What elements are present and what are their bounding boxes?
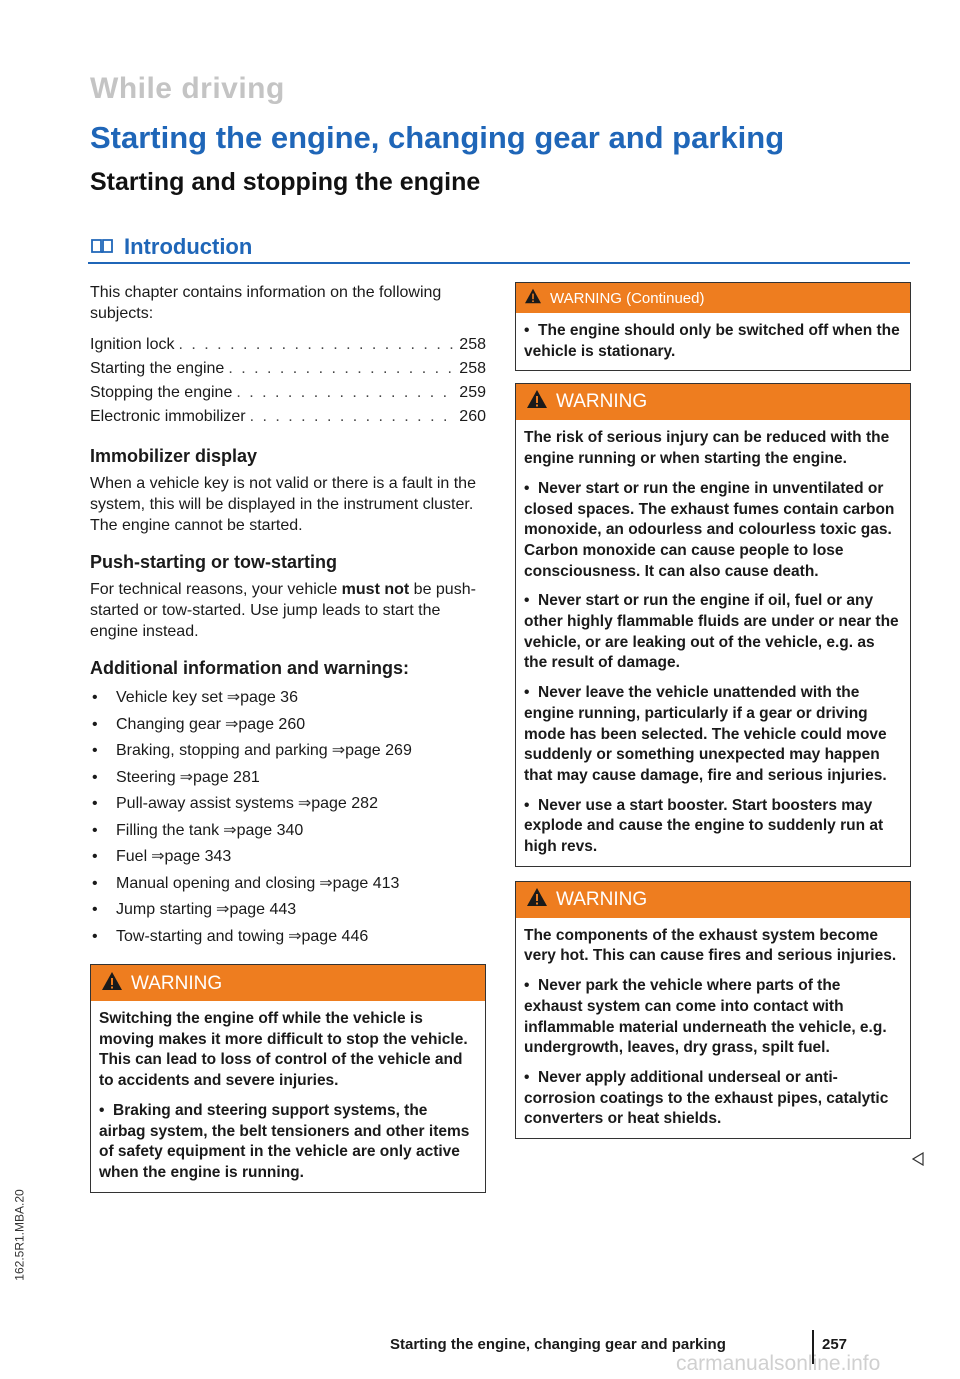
warning-text: The components of the exhaust system become very hot. This can cause fires and serious injuries. [524, 926, 897, 965]
warning-bullet-text: Never leave the vehicle unattended with the engine running, particularly if a gear or driving mode has been selected. The vehicle could move suddenly or something unexpected may happen that may cause damage, fire and serious injuries. [524, 684, 887, 784]
toc-label: Electronic immobilizer [90, 408, 246, 425]
warning-triangle-icon [524, 288, 542, 308]
item-ref: page 413 [332, 874, 400, 892]
warning-bullet-text: Never apply additional underseal or anti-corrosion coatings to the exhaust pipes, catalytic converters or heat shields. [524, 1068, 889, 1128]
item-ref: page 36 [240, 689, 298, 706]
toc-row[interactable] [90, 358, 486, 382]
warning-bullet: • Never start or run the engine in unventilated or closed spaces. The exhaust fumes contain carbon monoxide, an odourless and colourless toxic gas. Carbon monoxide can cause people to lose consciousness. It can also cause death. [524, 479, 895, 580]
item-ref: page 443 [229, 901, 297, 918]
warning-triangle-icon [526, 887, 548, 913]
warning-title: WARNING [556, 391, 648, 413]
list-item[interactable] [90, 767, 486, 794]
warning-body [516, 420, 910, 865]
arrow-right-icon: ⇒ [223, 821, 237, 839]
book-icon [90, 234, 114, 260]
list-item[interactable] [90, 899, 486, 926]
immobilizer-text: When a vehicle key is not valid or there is a fault in the system, this will be displayed in the instrument cluster. The engine cannot be started. [90, 475, 476, 534]
item-label: Filling the tank [116, 821, 220, 839]
pushstart-heading: Push-starting or tow-starting [90, 552, 337, 572]
toc-dots [179, 334, 456, 355]
arrow-right-icon: ⇒ [224, 715, 239, 733]
toc-dots [236, 382, 455, 403]
toc-row[interactable] [90, 334, 486, 358]
item-ref: page 269 [345, 742, 412, 759]
item-ref: page 260 [238, 715, 306, 733]
left-column [90, 282, 486, 1193]
intro-heading [90, 234, 252, 260]
list-item[interactable] [90, 873, 486, 900]
list-item[interactable] [90, 926, 486, 953]
toc-row[interactable] [90, 406, 486, 430]
item-label: Braking, stopping and parking [116, 742, 328, 759]
arrow-right-icon: ⇒ [179, 768, 193, 786]
right-column [515, 282, 911, 1139]
toc-list [90, 334, 486, 430]
warning-bullet-text: Never park the vehicle where parts of the exhaust system can come into contact with inflammable material underneath the vehicle, e.g. undergrowth, leaves, dry grass, spilt fuel. [524, 977, 887, 1057]
item-ref: page 340 [236, 821, 304, 839]
warning-title: WARNING (Continued) [550, 289, 705, 307]
warning-bullet: • Never leave the vehicle unattended with the engine running, particularly if a gear or driving mode has been selected. The vehicle could move suddenly or something unexpected may happen that may cause damage, fire and serious injuries. [524, 684, 887, 784]
item-ref: page 446 [301, 927, 369, 945]
list-item[interactable] [90, 846, 486, 873]
list-item[interactable] [90, 714, 486, 741]
immobilizer-heading: Immobilizer display [90, 446, 258, 466]
arrow-right-icon: ⇒ [226, 689, 241, 706]
watermark: carmanualsonline.info [676, 1352, 881, 1375]
document-code-text: 162.5R1.MBA.20 [12, 1189, 27, 1281]
warning-bullet-text: The engine should only be switched off when the vehicle is stationary. [524, 322, 900, 360]
list-item[interactable] [90, 687, 486, 714]
warning-bullet-text: Never start or run the engine if oil, fuel or any other highly flammable fluids are under or near the vehicle, or are leaking out of the vehicle, e.g. as the result of damage. [524, 592, 899, 672]
warning-bullet: • Never use a start booster. Start boosters may explode and cause the engine to suddenly run at high revs. [524, 796, 884, 856]
warning-triangle-icon [101, 971, 123, 996]
arrow-right-icon: ⇒ [216, 901, 230, 918]
item-ref: page 343 [164, 848, 232, 865]
item-ref: page 282 [311, 795, 378, 812]
footer-title: Starting the engine, changing gear and parking [390, 1336, 726, 1353]
chapter-title: Starting the engine, changing gear and parking [90, 120, 785, 155]
arrow-right-icon: ⇒ [331, 742, 346, 759]
warning-bullet: • Braking and steering support systems, the airbag system, the belt tensioners and other items of safety equipment in the vehicle are only active when the engine is running. [99, 1101, 470, 1181]
list-item[interactable] [90, 793, 486, 820]
warning-header [91, 965, 485, 1001]
arrow-right-icon: ⇒ [319, 874, 333, 892]
page-number: 257 [822, 1336, 848, 1353]
intro-divider [88, 262, 910, 264]
warning-header [516, 283, 910, 313]
item-label: Tow-starting and towing [116, 927, 285, 945]
warning-triangle-icon [526, 389, 548, 415]
document-code [0, 1180, 40, 1300]
toc-page: 259 [459, 384, 486, 401]
warning-bullet: • The engine should only be switched off when the vehicle is stationary. [524, 322, 900, 360]
warning-bullet-text: Braking and steering support systems, the airbag system, the belt tensioners and other items of safety equipment in the vehicle are only active when the engine is running. [99, 1101, 470, 1181]
list-item[interactable] [90, 740, 486, 767]
warning-body [516, 313, 910, 370]
warning-bullet-text: Never start or run the engine in unventilated or closed spaces. The exhaust fumes contain carbon monoxide, an odourless and colourless toxic gas. Carbon monoxide can cause people to lose consciousness. It can also cause death. [524, 479, 895, 580]
item-label: Fuel [116, 848, 148, 865]
item-label: Changing gear [116, 715, 221, 733]
warning-body [516, 918, 910, 1138]
item-ref: page 281 [193, 768, 260, 786]
warning-box-engine-off [90, 964, 486, 1193]
warning-header [516, 882, 910, 918]
warning-bullet: • Never park the vehicle where parts of the exhaust system can come into contact with inflammable material underneath the vehicle, e.g. undergrowth, leaves, dry grass, spilt fuel. [524, 977, 887, 1057]
pushstart-text-bold: must not [341, 581, 410, 598]
warning-body [91, 1001, 485, 1192]
arrow-right-icon: ⇒ [151, 848, 165, 865]
section-title: While driving [90, 72, 285, 105]
intro-title: Introduction [124, 234, 253, 259]
warning-bullet: • Never start or run the engine if oil, fuel or any other highly flammable fluids are under or near the vehicle, or are leaking out of the vehicle, e.g. as the result of damage. [524, 592, 899, 672]
toc-page: 258 [459, 360, 486, 377]
item-label: Steering [116, 768, 176, 786]
additional-list [90, 687, 486, 952]
warning-text: The risk of serious injury can be reduced with the engine running or when starting the engine. [524, 429, 890, 468]
toc-label: Starting the engine [90, 360, 225, 377]
page-footer [0, 1330, 960, 1375]
item-label: Jump starting [116, 901, 213, 918]
arrow-right-icon: ⇒ [288, 927, 302, 945]
subchapter-title: Starting and stopping the engine [90, 168, 481, 196]
warning-header [516, 384, 910, 420]
pushstart-text-a: For technical reasons, your vehicle [90, 581, 342, 598]
toc-page: 260 [459, 408, 486, 425]
item-label: Manual opening and closing [116, 874, 316, 892]
end-triangle-icon [912, 1152, 924, 1169]
arrow-right-icon: ⇒ [297, 795, 312, 812]
additional-heading: Additional information and warnings: [90, 658, 409, 678]
item-label: Vehicle key set [116, 689, 223, 706]
toc-dots [250, 406, 456, 427]
warning-box-injury [515, 383, 911, 866]
toc-row[interactable] [90, 382, 486, 406]
pushstart-text [90, 579, 486, 642]
warning-bullet: • Never apply additional underseal or anti-corrosion coatings to the exhaust pipes, catalytic converters or heat shields. [524, 1068, 889, 1128]
pushstart-text-b: be push-started or tow-started. Use jump leads to start the engine instead. [90, 581, 476, 640]
warning-title: WARNING [556, 888, 648, 910]
warning-bullet-text: Never use a start booster. Start boosters may explode and cause the engine to suddenly run at high revs. [524, 796, 884, 856]
item-label: Pull-away assist systems [116, 795, 294, 812]
intro-text: This chapter contains information on the following subjects: [90, 284, 442, 322]
warning-title: WARNING [131, 972, 223, 994]
toc-page: 258 [459, 336, 486, 353]
toc-label: Stopping the engine [90, 384, 233, 401]
warning-text: Switching the engine off while the vehicle is moving makes it more difficult to stop the vehicle. This can lead to loss of control of the vehicle and to accidents and severe injuries. [99, 1010, 468, 1090]
warning-box-exhaust [515, 881, 911, 1139]
toc-dots [228, 358, 455, 379]
list-item[interactable] [90, 820, 486, 847]
warning-box-continued [515, 282, 911, 371]
toc-label: Ignition lock [90, 336, 175, 353]
